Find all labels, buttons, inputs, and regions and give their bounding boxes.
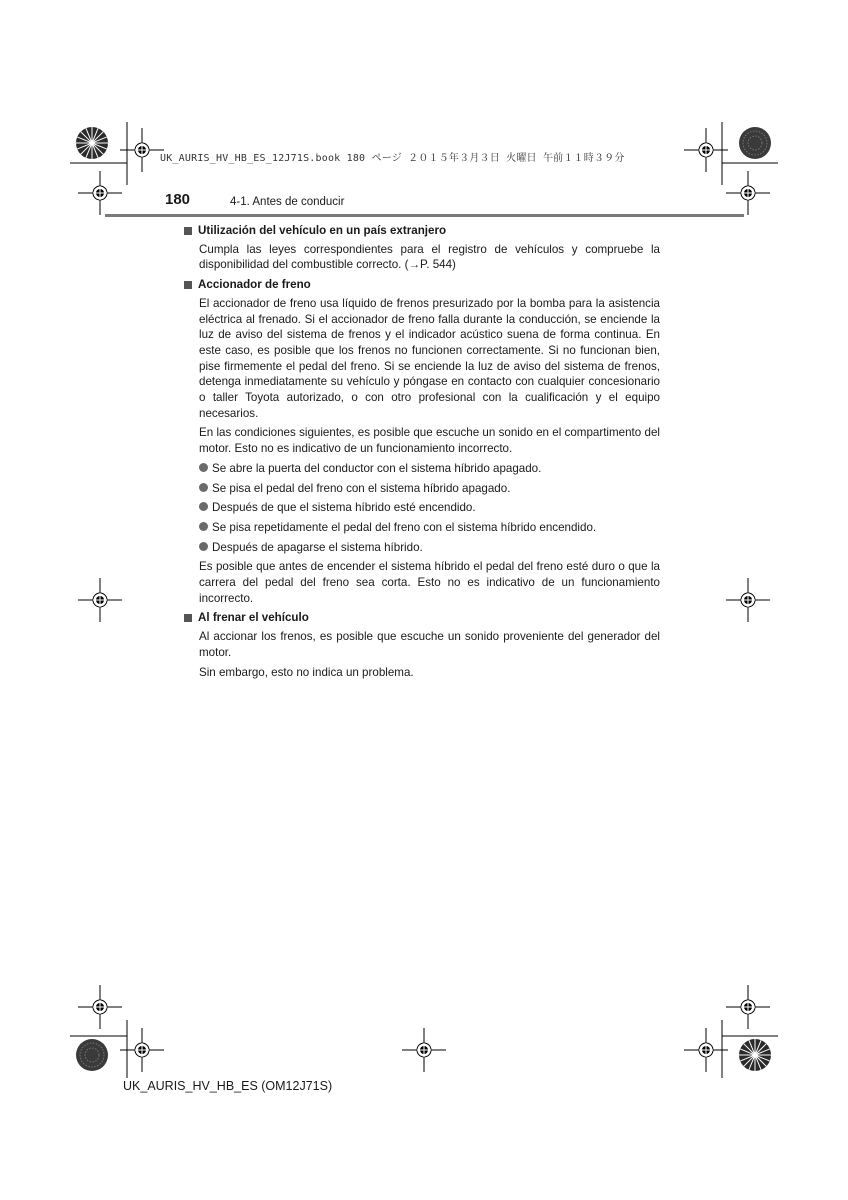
print-header: UK_AURIS_HV_HB_ES_12J71S.book 180 ページ ２０１５年３月３日 火曜日 午前１１時３９分 (160, 153, 625, 164)
section-title: Accionador de freno (198, 278, 311, 292)
section-heading (184, 277, 660, 293)
paragraph: Es posible que antes de encender el sistema híbrido el pedal del freno esté duro o que la carrera del pedal del freno sea corta. Esto no es indicativo de un funcionamiento incorrecto. (199, 560, 660, 605)
paragraph: En las condiciones siguientes, es posible que escuche un sonido en el compartimento del motor. Esto no es indicativo de un funcionamiento incorrecto. (199, 426, 660, 456)
circle-bullet-icon (199, 483, 208, 492)
paragraph: Cumpla las leyes correspondientes para el registro de vehículos y compruebe la disponibilidad del combustible correcto. (→P. 544) (199, 242, 660, 272)
list-item: Después de apagarse el sistema híbrido. (199, 540, 660, 556)
condition-list (199, 461, 660, 556)
section-heading (184, 610, 660, 626)
paragraph: El accionador de freno usa líquido de frenos presurizado por la bomba para la asistencia eléctrica al frenado. Si el accionador de freno falla durante la conducción, se enciende la luz de aviso del sistema de frenos y el indicador acústico suena de forma continua. En este caso, es posible que los frenos no funcionen correctamente. Si no funcionan bien, pise firmemente el pedal del freno. Si se enciende la luz de aviso del sistema de frenos, detenga inmediatamente su vehículo y póngase en contacto con cualquier concesionario o taller Toyota autorizado, o con otro profesional con la cualificación y el equipo necesarios. (199, 296, 660, 420)
footer-code: UK_AURIS_HV_HB_ES (OM12J71S) (123, 1079, 333, 1093)
square-bullet-icon (184, 227, 192, 235)
paragraph: Sin embargo, esto no indica un problema. (199, 665, 414, 679)
section-braking (184, 610, 660, 680)
section-brake-actuator (184, 277, 660, 606)
page-content (184, 223, 660, 684)
square-bullet-icon (184, 614, 192, 622)
square-bullet-icon (184, 281, 192, 289)
page-number: 180 (165, 191, 191, 208)
circle-bullet-icon (199, 542, 208, 551)
section-title: Al frenar el vehículo (198, 611, 309, 625)
circle-bullet-icon (199, 502, 208, 511)
circle-bullet-icon (199, 522, 208, 531)
paragraph: Al accionar los frenos, es posible que escuche un sonido proveniente del generador del motor. (199, 630, 660, 659)
section-title: Utilización del vehículo en un país extranjero (198, 224, 447, 237)
header-rule (105, 214, 744, 217)
section-heading (184, 223, 660, 239)
circle-bullet-icon (199, 463, 208, 472)
chapter-title: 4-1. Antes de conducir (230, 196, 345, 208)
list-item: Se pisa repetidamente el pedal del freno con el sistema híbrido encendido. (199, 520, 660, 536)
list-item: Se abre la puerta del conductor con el sistema híbrido apagado. (199, 461, 660, 477)
section-foreign-country (184, 223, 660, 273)
list-item: Se pisa el pedal del freno con el sistema híbrido apagado. (199, 481, 660, 497)
list-item: Después de que el sistema híbrido esté encendido. (199, 500, 660, 516)
